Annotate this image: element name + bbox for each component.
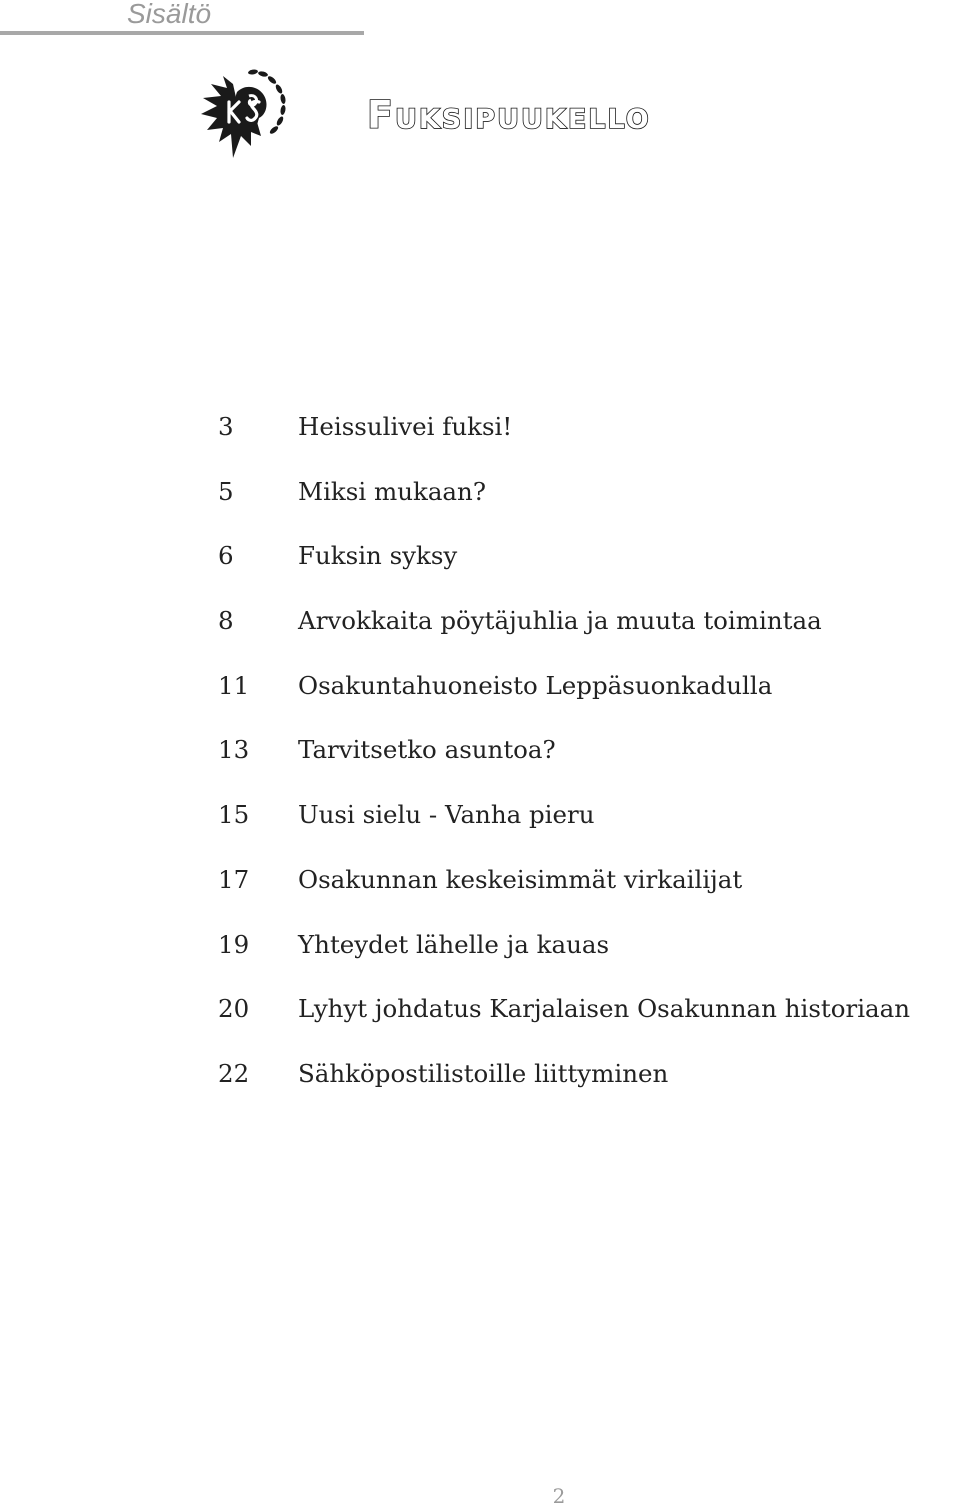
toc-entry[interactable] <box>0 793 960 858</box>
toc-page-number: 13 <box>218 735 250 765</box>
toc-entry[interactable] <box>0 987 960 1052</box>
toc-page-number: 17 <box>218 864 250 894</box>
toc-entry[interactable] <box>0 534 960 599</box>
section-label: Sisältö <box>127 0 212 29</box>
toc-title: Osakunnan keskeisimmät virkailijat <box>298 864 743 894</box>
toc-title: Fuksin syksy <box>298 541 458 571</box>
page-number: 2 <box>552 1484 566 1507</box>
toc-title: Sähköpostilistoille liittyminen <box>298 1058 669 1088</box>
table-of-contents <box>0 405 960 1117</box>
toc-title: Miksi mukaan? <box>298 476 486 506</box>
toc-title: Yhteydet lähelle ja kauas <box>298 929 610 959</box>
toc-page-number: 20 <box>218 994 250 1024</box>
toc-page-number: 11 <box>218 670 250 700</box>
toc-page-number: 3 <box>218 412 234 441</box>
toc-page-number: 5 <box>218 476 234 506</box>
toc-entry[interactable] <box>0 405 960 470</box>
toc-title: Lyhyt johdatus Karjalaisen Osakunnan historiaan <box>298 994 911 1024</box>
toc-entry[interactable] <box>0 923 960 988</box>
toc-page-number: 8 <box>218 606 234 636</box>
toc-page-number: 19 <box>218 929 250 959</box>
toc-entry[interactable] <box>0 1052 960 1117</box>
toc-entry[interactable] <box>0 728 960 793</box>
toc-page-number: 6 <box>218 541 234 571</box>
toc-entry[interactable] <box>0 858 960 923</box>
toc-title: Uusi sielu - Vanha pieru <box>298 800 595 830</box>
toc-entry[interactable] <box>0 470 960 535</box>
toc-title: Tarvitsetko asuntoa? <box>298 735 556 765</box>
toc-entry[interactable] <box>0 664 960 729</box>
toc-entry[interactable] <box>0 599 960 664</box>
toc-page-number: 15 <box>218 800 250 830</box>
toc-page-number: 22 <box>218 1058 250 1088</box>
section-divider <box>0 31 364 35</box>
toc-title: Heissulivei fuksi! <box>298 412 513 441</box>
ks-ram-emblem-icon <box>193 62 293 162</box>
document-title: Fuksipuukello <box>367 93 651 137</box>
toc-title: Osakuntahuoneisto Leppäsuonkadulla <box>298 670 773 700</box>
toc-title: Arvokkaita pöytäjuhlia ja muuta toimintaa <box>298 606 822 636</box>
